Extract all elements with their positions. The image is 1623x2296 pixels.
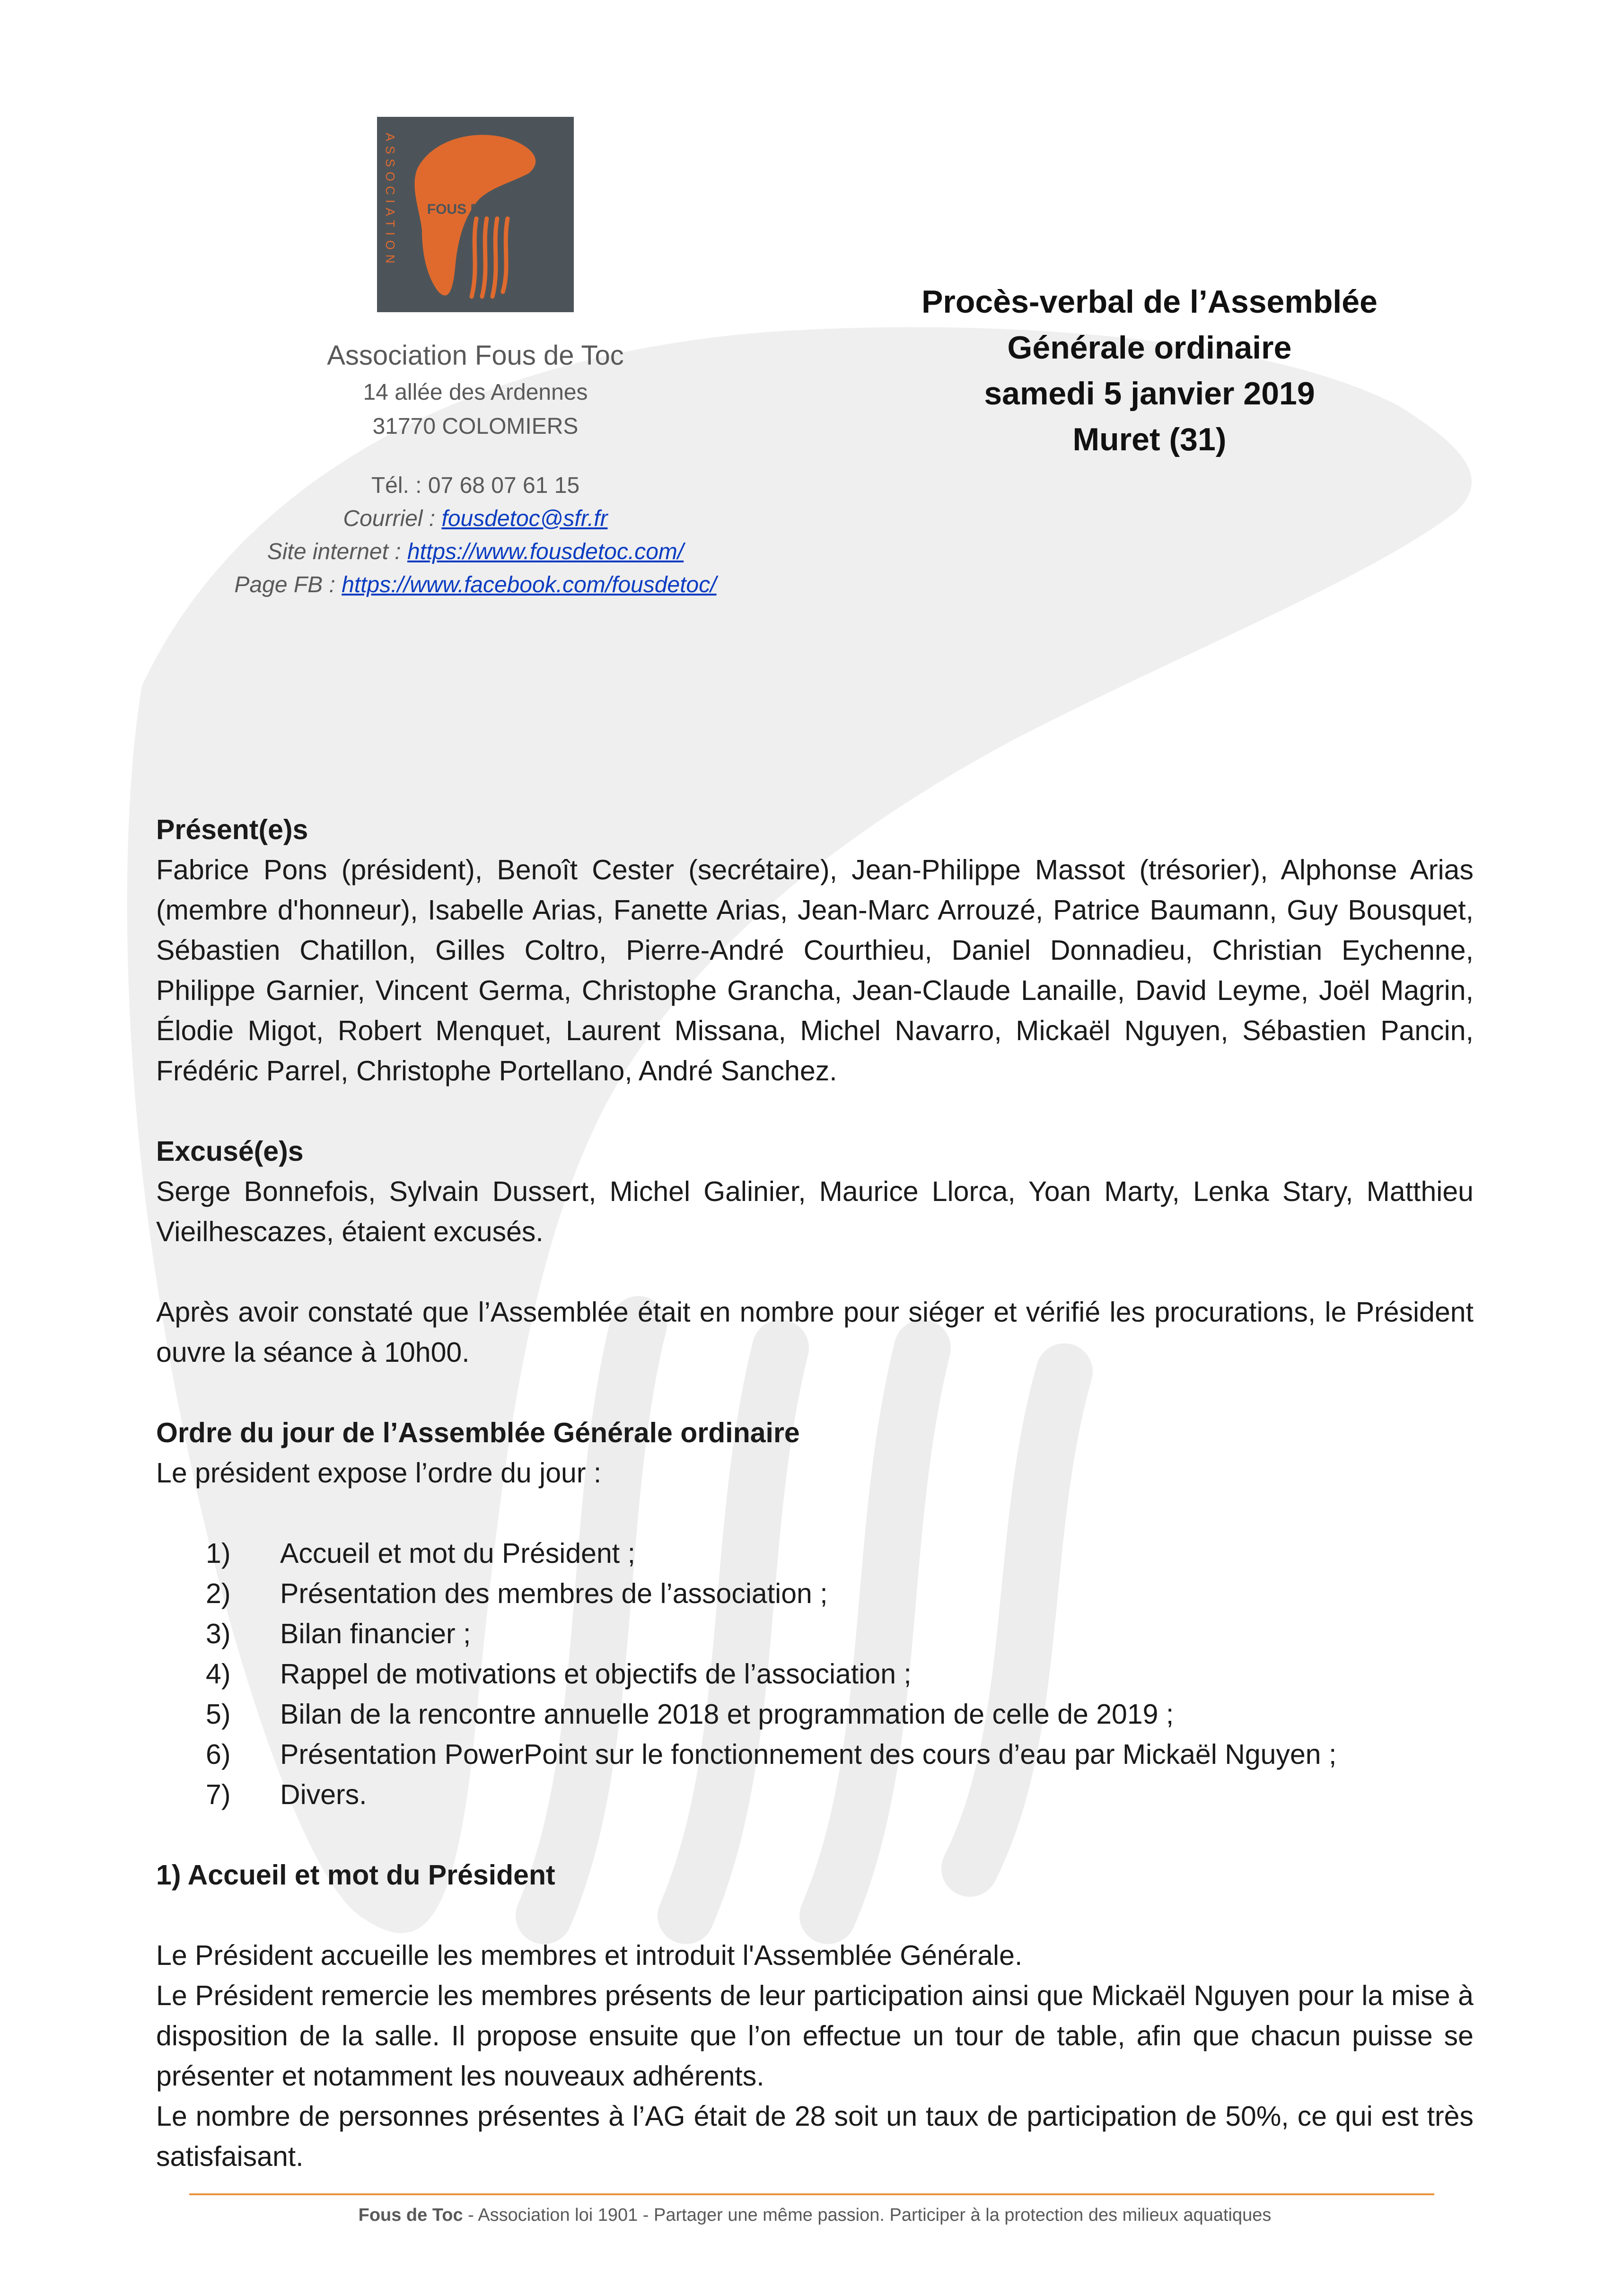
quorum-paragraph: Après avoir constaté que l’Assemblée était en nombre pour siéger et vérifié les procurations, le Président ouvre la séance à 10h00. bbox=[156, 1297, 1474, 1368]
list-item: 4) Rappel de motivations et objectifs de l’association ; bbox=[206, 1658, 912, 1690]
website-label: Site internet : bbox=[267, 539, 407, 564]
address-line-2: 31770 COLOMIERS bbox=[372, 414, 579, 439]
logo-vertical-text: ASSOCIATION bbox=[383, 133, 397, 268]
section-1-paragraph-3: Le nombre de personnes présentes à l’AG était de 28 soit un taux de participation de 50%, ce qui est très satisfaisant. bbox=[156, 2101, 1474, 2172]
email-label: Courriel : bbox=[343, 506, 442, 531]
excuses-list: Serge Bonnefois, Sylvain Dussert, Michel Galinier, Maurice Llorca, Yoan Marty, Lenka Stary, Matthieu Vieilhescazes, étaient excusés. bbox=[156, 1176, 1474, 1247]
document-body bbox=[156, 810, 1474, 2177]
present-list: Fabrice Pons (président), Benoît Cester (secrétaire), Jean-Philippe Massot (trésorier), Alphonse Arias (membre d'honneur), Isabelle Arias, Fanette Arias, Jean-Marc Arrouzé, Patrice Baumann, Guy Bousquet, Sébastien Chatillon, Gilles Coltro, Pierre-André Courthieu, Daniel Donnadieu, Christian Eychenne, Philippe Garnier, Vincent Germa, Christophe Grancha, Jean-Claude Lanaille, David Leyme, Joël Magrin, Élodie Migot, Robert Menquet, Laurent Missana, Michel Navarro, Mickaël Nguyen, Sébastien Pancin, Frédéric Parrel, Christophe Portellano, André Sanchez. bbox=[156, 854, 1474, 1087]
present-heading: Présent(e)s bbox=[156, 814, 308, 845]
website-line bbox=[180, 535, 771, 569]
list-item: 2) Présentation des membres de l’association ; bbox=[206, 1578, 828, 1609]
association-logo bbox=[377, 117, 574, 312]
address-line-1: 14 allée des Ardennes bbox=[363, 380, 588, 405]
agenda-list bbox=[156, 1534, 1474, 1815]
facebook-link[interactable]: https://www.facebook.com/fousdetoc/ bbox=[342, 572, 717, 597]
document-title bbox=[842, 279, 1457, 463]
title-line-2: Générale ordinaire bbox=[1007, 330, 1292, 366]
list-item: 5) Bilan de la rencontre annuelle 2018 et programmation de celle de 2019 ; bbox=[206, 1699, 1174, 1730]
section-1-paragraph-1: Le Président accueille les membres et introduit l'Assemblée Générale. bbox=[156, 1940, 1023, 1971]
org-name: Association Fous de Toc bbox=[327, 340, 624, 371]
email-link[interactable]: fousdetoc@sfr.fr bbox=[441, 506, 608, 531]
section-1-heading: 1) Accueil et mot du Président bbox=[156, 1859, 555, 1891]
logo-brand-text: FOUS DE TOC bbox=[427, 202, 524, 217]
list-item: 3) Bilan financier ; bbox=[206, 1618, 471, 1649]
footer-text: - Association loi 1901 - Partager une même passion. Participer à la protection des milieux aquatiques bbox=[463, 2205, 1272, 2225]
footer-brand: Fous de Toc bbox=[358, 2205, 463, 2225]
list-item: 6) Présentation PowerPoint sur le fonctionnement des cours d’eau par Mickaël Nguyen ; bbox=[206, 1739, 1337, 1770]
organization-info bbox=[180, 336, 771, 602]
agenda-intro: Le président expose l’ordre du jour : bbox=[156, 1457, 602, 1489]
agenda-heading: Ordre du jour de l’Assemblée Générale ordinaire bbox=[156, 1417, 800, 1448]
facebook-label: Page FB : bbox=[234, 572, 342, 597]
facebook-line bbox=[180, 569, 771, 602]
list-item: 7) Divers. bbox=[206, 1779, 367, 1810]
email-line bbox=[180, 502, 771, 535]
list-item: 1) Accueil et mot du Président ; bbox=[206, 1538, 635, 1569]
page-footer bbox=[156, 2202, 1474, 2228]
footer-divider bbox=[189, 2193, 1434, 2195]
title-line-1: Procès-verbal de l’Assemblée bbox=[921, 284, 1377, 320]
website-link[interactable]: https://www.fousdetoc.com/ bbox=[407, 539, 684, 564]
title-line-4: Muret (31) bbox=[1072, 421, 1227, 457]
title-line-3: samedi 5 janvier 2019 bbox=[984, 376, 1315, 412]
excuses-heading: Excusé(e)s bbox=[156, 1136, 304, 1167]
telephone: Tél. : 07 68 07 61 15 bbox=[371, 473, 580, 498]
section-1-paragraph-2: Le Président remercie les membres présents de leur participation ainsi que Mickaël Nguyen pour la mise à disposition de la salle. Il propose ensuite que l’on effectue un tour de table, afin que chacun puisse se présenter et notamment les nouveaux adhérents. bbox=[156, 1980, 1474, 2092]
